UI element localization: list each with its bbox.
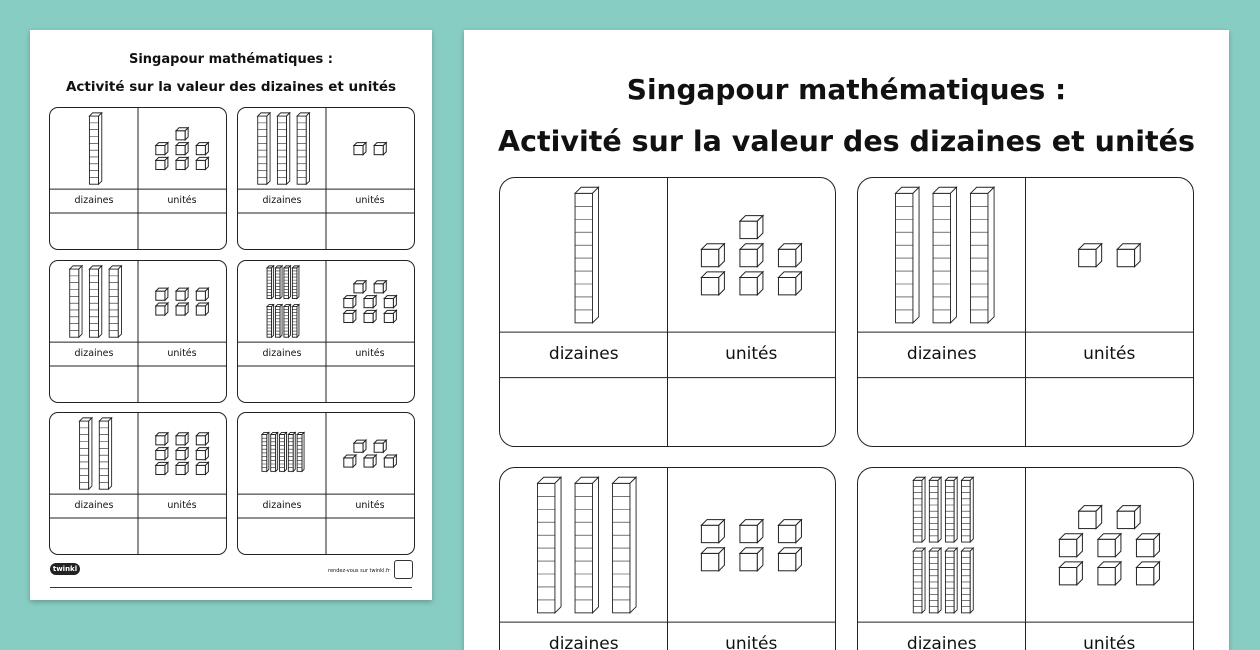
unit-cube: [156, 157, 168, 169]
units-label: unités: [167, 195, 197, 207]
footer-divider: [50, 587, 412, 588]
units-answer-box[interactable]: [138, 518, 226, 554]
tens-rod: [538, 477, 562, 613]
tens-rod: [99, 418, 111, 489]
units-answer-box[interactable]: [1026, 378, 1194, 446]
tens-rod: [262, 432, 269, 471]
tens-label: dizaines: [262, 195, 302, 207]
unit-cube: [701, 272, 724, 295]
tens-answer-box[interactable]: [238, 213, 326, 249]
unit-cube: [778, 244, 801, 267]
unit-cube: [196, 433, 208, 445]
unit-cube: [701, 520, 724, 543]
place-value-card: [237, 260, 415, 403]
unit-cube: [176, 288, 188, 300]
unit-cube: [384, 310, 396, 322]
unit-cube: [701, 244, 724, 267]
tens-rod: [962, 477, 974, 542]
unit-cube: [1117, 506, 1140, 529]
tens-rod: [109, 266, 121, 337]
unit-cube: [176, 448, 188, 460]
unit-cube: [1059, 562, 1082, 585]
unit-cube: [156, 448, 168, 460]
units-label: unités: [1083, 634, 1136, 650]
units-label: unités: [355, 195, 385, 207]
tens-rod: [89, 113, 101, 184]
place-value-card: [237, 107, 415, 250]
unit-cube: [1098, 534, 1121, 557]
unit-cube: [344, 310, 356, 322]
unit-cube: [374, 281, 386, 293]
tens-answer-box[interactable]: [50, 366, 138, 402]
place-value-card: [49, 412, 227, 555]
tens-rod: [275, 266, 282, 299]
unit-cube: [196, 157, 208, 169]
unit-cube: [196, 303, 208, 315]
unit-cube: [740, 216, 763, 239]
unit-cube: [374, 143, 386, 155]
tens-rod: [89, 266, 101, 337]
units-label: unités: [725, 344, 778, 365]
unit-cube: [1098, 562, 1121, 585]
tens-rod: [913, 548, 925, 613]
tens-answer-box[interactable]: [858, 378, 1026, 446]
tens-label: dizaines: [74, 348, 114, 360]
tens-rod: [962, 548, 974, 613]
unit-cube: [344, 455, 356, 467]
unit-cube: [778, 520, 801, 543]
tens-rod: [933, 187, 957, 323]
unit-cube: [156, 288, 168, 300]
place-value-card: [49, 107, 227, 250]
twinkl-logo: twinkl: [50, 563, 80, 575]
tens-answer-box[interactable]: [500, 378, 668, 446]
unit-cube: [740, 520, 763, 543]
unit-cube: [176, 143, 188, 155]
units-answer-box[interactable]: [326, 366, 414, 402]
units-label: unités: [167, 348, 197, 360]
unit-cube: [196, 143, 208, 155]
tens-answer-box[interactable]: [238, 366, 326, 402]
unit-cube: [1079, 506, 1102, 529]
units-label: unités: [1083, 344, 1136, 365]
tens-answer-box[interactable]: [50, 213, 138, 249]
base-ten-blocks: [500, 468, 835, 650]
tens-rod: [297, 432, 304, 471]
worksheet-preview-large: [464, 30, 1229, 650]
tens-rod: [896, 187, 920, 323]
base-ten-blocks: [858, 468, 1193, 650]
tens-rod: [280, 432, 287, 471]
tens-rod: [297, 113, 309, 184]
tens-answer-box[interactable]: [238, 518, 326, 554]
tens-answer-box[interactable]: [50, 518, 138, 554]
tens-rod: [575, 477, 599, 613]
unit-cube: [354, 440, 366, 452]
tens-rod: [929, 548, 941, 613]
unit-cube: [364, 310, 376, 322]
tens-rod: [70, 266, 82, 337]
units-label: unités: [355, 348, 385, 360]
tens-rod: [258, 113, 270, 184]
tens-label: dizaines: [548, 634, 619, 650]
place-value-card: [857, 177, 1194, 447]
tens-label: dizaines: [548, 344, 619, 365]
unit-cube: [196, 288, 208, 300]
unit-cube: [344, 296, 356, 308]
quality-seal-logo: [394, 560, 413, 579]
tens-rod: [288, 432, 295, 471]
tens-rod: [277, 113, 289, 184]
unit-cube: [1059, 534, 1082, 557]
units-answer-box[interactable]: [326, 213, 414, 249]
unit-cube: [1136, 534, 1159, 557]
worksheet-title-line1: Singapour mathématiques :: [626, 73, 1067, 106]
footer-site-text: rendez-vous sur twinkl.fr: [328, 568, 390, 574]
units-label: unités: [167, 500, 197, 512]
tens-rod: [575, 187, 599, 323]
worksheet-preview-small: [30, 30, 432, 600]
unit-cube: [740, 272, 763, 295]
unit-cube: [176, 128, 188, 140]
unit-cube: [778, 272, 801, 295]
units-label: unités: [355, 500, 385, 512]
unit-cube: [176, 157, 188, 169]
unit-cube: [1136, 562, 1159, 585]
unit-cube: [156, 462, 168, 474]
unit-cube: [176, 433, 188, 445]
unit-cube: [156, 143, 168, 155]
place-value-card: [857, 467, 1194, 650]
units-label: unités: [725, 634, 778, 650]
unit-cube: [740, 548, 763, 571]
tens-rod: [284, 266, 291, 299]
unit-cube: [778, 548, 801, 571]
tens-label: dizaines: [74, 500, 114, 512]
unit-cube: [1117, 244, 1140, 267]
unit-cube: [374, 440, 386, 452]
place-value-card: [499, 467, 836, 650]
tens-label: dizaines: [906, 634, 977, 650]
unit-cube: [354, 143, 366, 155]
unit-cube: [354, 281, 366, 293]
unit-cube: [196, 462, 208, 474]
unit-cube: [156, 303, 168, 315]
tens-rod: [275, 305, 282, 338]
tens-rod: [292, 305, 299, 338]
units-answer-box[interactable]: [138, 213, 226, 249]
unit-cube: [156, 433, 168, 445]
units-answer-box[interactable]: [668, 378, 836, 446]
tens-rod: [613, 477, 637, 613]
worksheet-title-line2: Activité sur la valeur des dizaines et unités: [65, 79, 397, 95]
tens-rod: [971, 187, 995, 323]
unit-cube: [176, 303, 188, 315]
tens-rod: [945, 548, 957, 613]
tens-rod: [913, 477, 925, 542]
tens-rod: [929, 477, 941, 542]
worksheet-title-line2: Activité sur la valeur des dizaines et unités: [498, 125, 1195, 158]
unit-cube: [176, 462, 188, 474]
tens-label: dizaines: [906, 344, 977, 365]
unit-cube: [701, 548, 724, 571]
unit-cube: [196, 448, 208, 460]
place-value-card: [49, 260, 227, 403]
tens-label: dizaines: [74, 195, 114, 207]
tens-rod: [80, 418, 92, 489]
tens-label: dizaines: [262, 500, 302, 512]
tens-rod: [945, 477, 957, 542]
units-answer-box[interactable]: [326, 518, 414, 554]
tens-label: dizaines: [262, 348, 302, 360]
tens-rod: [292, 266, 299, 299]
tens-rod: [284, 305, 291, 338]
unit-cube: [740, 244, 763, 267]
unit-cube: [364, 455, 376, 467]
unit-cube: [364, 296, 376, 308]
unit-cube: [384, 296, 396, 308]
tens-rod: [267, 305, 274, 338]
tens-rod: [271, 432, 278, 471]
unit-cube: [384, 455, 396, 467]
place-value-card: [499, 177, 836, 447]
place-value-card: [237, 412, 415, 555]
unit-cube: [1079, 244, 1102, 267]
tens-rod: [267, 266, 274, 299]
worksheet-title-line1: Singapour mathématiques :: [128, 52, 333, 67]
units-answer-box[interactable]: [138, 366, 226, 402]
